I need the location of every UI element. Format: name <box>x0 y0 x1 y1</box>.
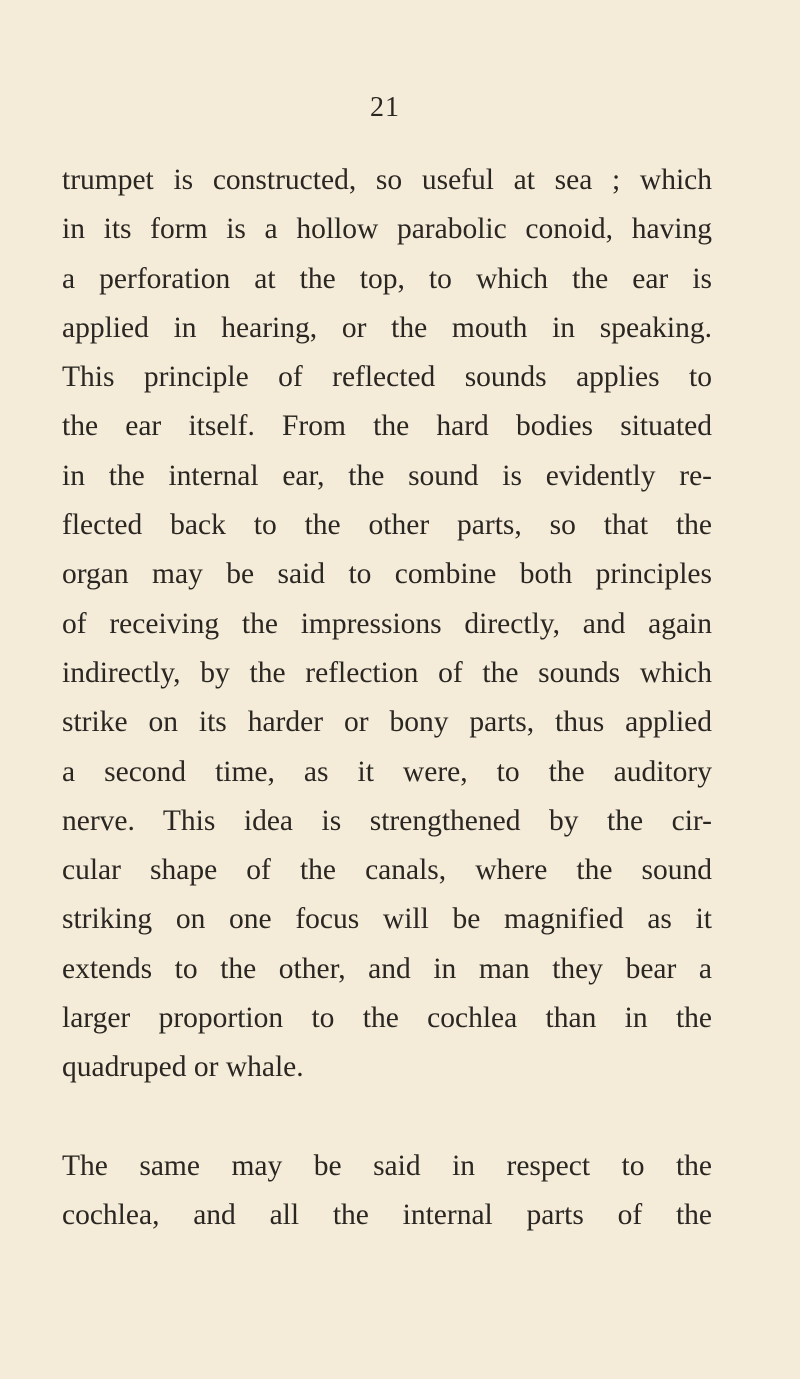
text-line: The same may be said in respect to the <box>62 1149 712 1182</box>
text-line: trumpet is constructed, so useful at sea ; which <box>62 164 712 196</box>
text-line: larger proportion to the cochlea than in the <box>62 1002 712 1035</box>
body-text <box>62 156 712 1240</box>
text-line: nerve. This idea is strengthened by the cir- <box>62 804 712 837</box>
text-line: a perforation at the top, to which the ear is <box>62 262 712 295</box>
paragraph-2 <box>62 1142 712 1241</box>
paragraph-1 <box>62 156 712 1093</box>
text-line: cular shape of the canals, where the sound <box>62 854 712 887</box>
text-line: striking on one focus will be magnified as it <box>62 903 712 936</box>
page-number: 21 <box>370 92 400 123</box>
text-line: in its form is a hollow parabolic conoid, having <box>62 213 712 246</box>
text-line: in the internal ear, the sound is evidently re- <box>62 459 712 492</box>
paragraph-spacer <box>62 1093 712 1142</box>
text-line: the ear itself. From the hard bodies situated <box>62 410 712 443</box>
text-line: a second time, as it were, to the auditory <box>62 755 712 788</box>
text-line: of receiving the impressions directly, and again <box>62 607 712 640</box>
text-line: indirectly, by the reflection of the sounds which <box>62 656 712 689</box>
text-line: extends to the other, and in man they bear a <box>62 952 712 985</box>
text-line: applied in hearing, or the mouth in speaking. <box>62 311 712 344</box>
text-line: flected back to the other parts, so that the <box>62 509 712 542</box>
text-line: This principle of reflected sounds applies to <box>62 361 712 394</box>
text-line: organ may be said to combine both principles <box>62 558 712 591</box>
text-line: cochlea, and all the internal parts of the <box>62 1198 712 1231</box>
text-line: quadruped or whale. <box>62 1051 304 1084</box>
text-line: strike on its harder or bony parts, thus applied <box>62 706 712 739</box>
